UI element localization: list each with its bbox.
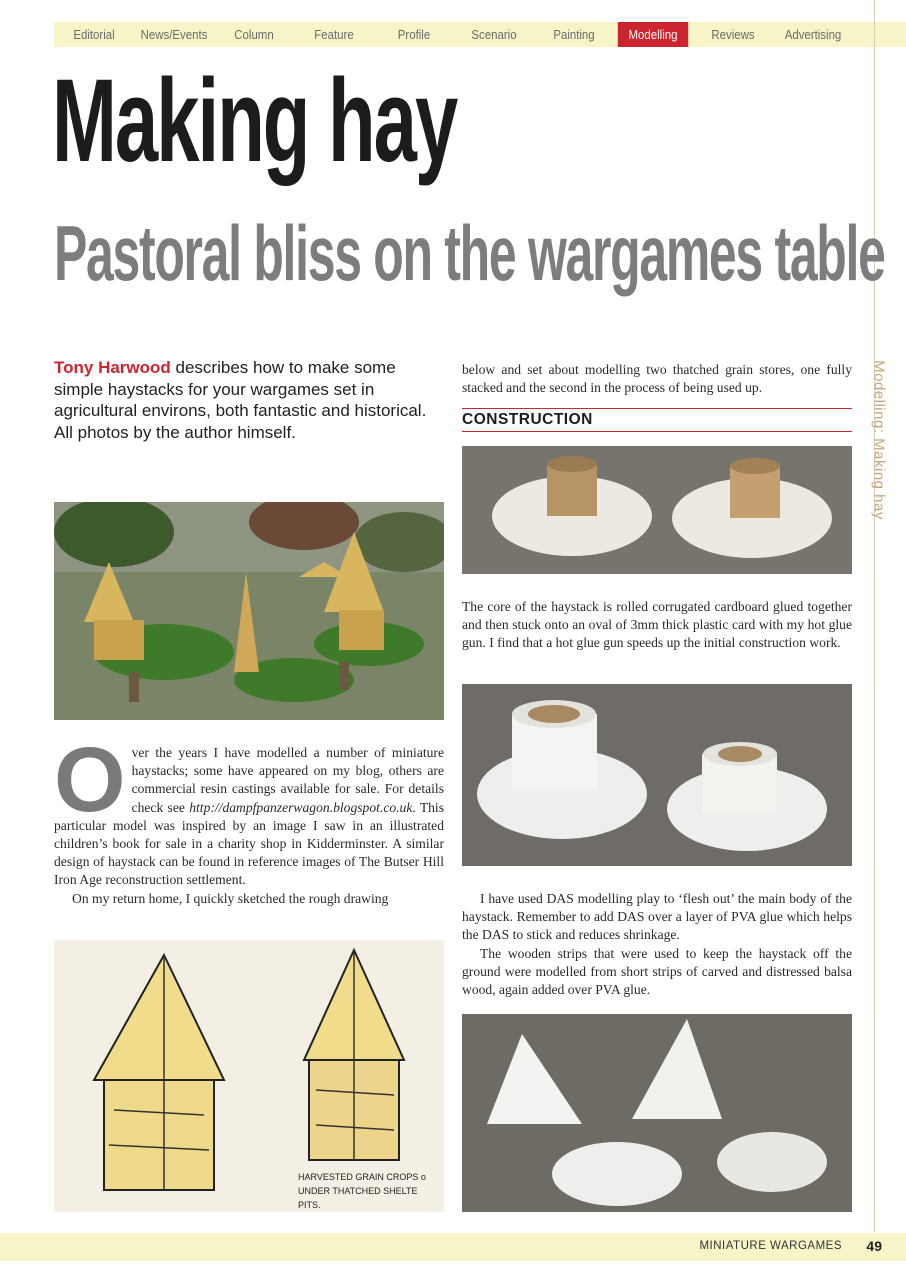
body-paragraph-das-2: The wooden strips that were used to keep the haystack off the ground were modelled from short strips of carved and distressed balsa wood, again added over PVA glue. [462,945,852,998]
nav-item-profile[interactable]: Profile [397,27,431,42]
nav-item-modelling[interactable]: Modelling [618,22,688,47]
blog-link[interactable]: http://dampfpanzerwagon.blogspot.co.uk [189,799,413,815]
section-side-tab: Modelling: Making hay [870,360,888,520]
body-column-2-core [462,598,852,653]
photo-das-clay-bodies [462,684,852,866]
body-column-2-das [462,890,852,999]
body-paragraph-core: The core of the haystack is rolled corrugated cardboard glued together and then stuck onto an oval of 3mm thick plastic card with my hot glue gun. I find that a hot glue gun speeds up the initial construction work. [462,599,852,651]
drop-cap: O [54,729,126,831]
nav-item-news-events[interactable]: News/Events [140,27,208,42]
nav-item-editorial[interactable]: Editorial [73,27,115,42]
nav-item-scenario[interactable]: Scenario [471,27,517,42]
body-paragraph-2: On my return home, I quickly sketched the rough drawing [72,890,389,906]
nav-item-advertising[interactable]: Advertising [784,27,842,42]
nav-item-reviews[interactable]: Reviews [711,27,755,42]
photo-pencil-sketch [54,940,444,1212]
body-column-1 [54,729,444,908]
body-paragraph-continued: below and set about modelling two thatched grain stores, one fully stacked and the second in the process of being used up. [462,362,852,396]
body-paragraph-das-1: I have used DAS modelling play to ‘flesh out’ the main body of the haystack. Remember to add DAS over a layer of PVA glue which helps the DAS to stick and reduces shrinkage. [462,891,852,943]
section-nav [54,22,906,47]
nav-item-feature[interactable]: Feature [314,27,354,42]
page-footer [0,1233,906,1261]
intro-text: describes how to make some simple haystacks for your wargames set in agricultural environs, both fantastic and historical. All photos by the author himself. [54,358,427,442]
article-subtitle: Pastoral bliss on the wargames table [54,209,885,297]
sketch-caption-line-2: UNDER THATCHED SHELTE [298,1186,418,1196]
body-column-2-top [462,361,852,397]
photo-cardboard-cores [462,446,852,574]
author-name: Tony Harwood [54,358,171,377]
photo-finished-haystacks [54,502,444,720]
magazine-name: MINIATURE WARGAMES [699,1240,842,1252]
margin-rule [874,0,875,1232]
page-number: 49 [866,1238,882,1254]
photo-clay-cones-and-bases [462,1014,852,1212]
nav-item-column[interactable]: Column [234,27,274,42]
article-title: Making hay [52,55,457,187]
body-paragraph-1: Over the years I have modelled a number of miniature haystacks; some have appeared on my blog, others are commercial resin castings available for sale. For details check see http://dampfpanzerwagon.blogspot.co.uk. This particular model was inspired by an image I saw in an illustrated children’s book for sale in a charity shop in Kidderminster. A similar design of haystack can be found in reference images of The Butser Hill Iron Age reconstruction settlement. [54,729,444,888]
section-heading-construction: CONSTRUCTION [462,408,852,432]
sketch-caption-line-3: PITS. [298,1200,321,1210]
sketch-caption-line-1: HARVESTED GRAIN CROPS o [298,1172,426,1182]
intro-standfirst [54,357,434,443]
nav-item-painting[interactable]: Painting [553,27,595,42]
